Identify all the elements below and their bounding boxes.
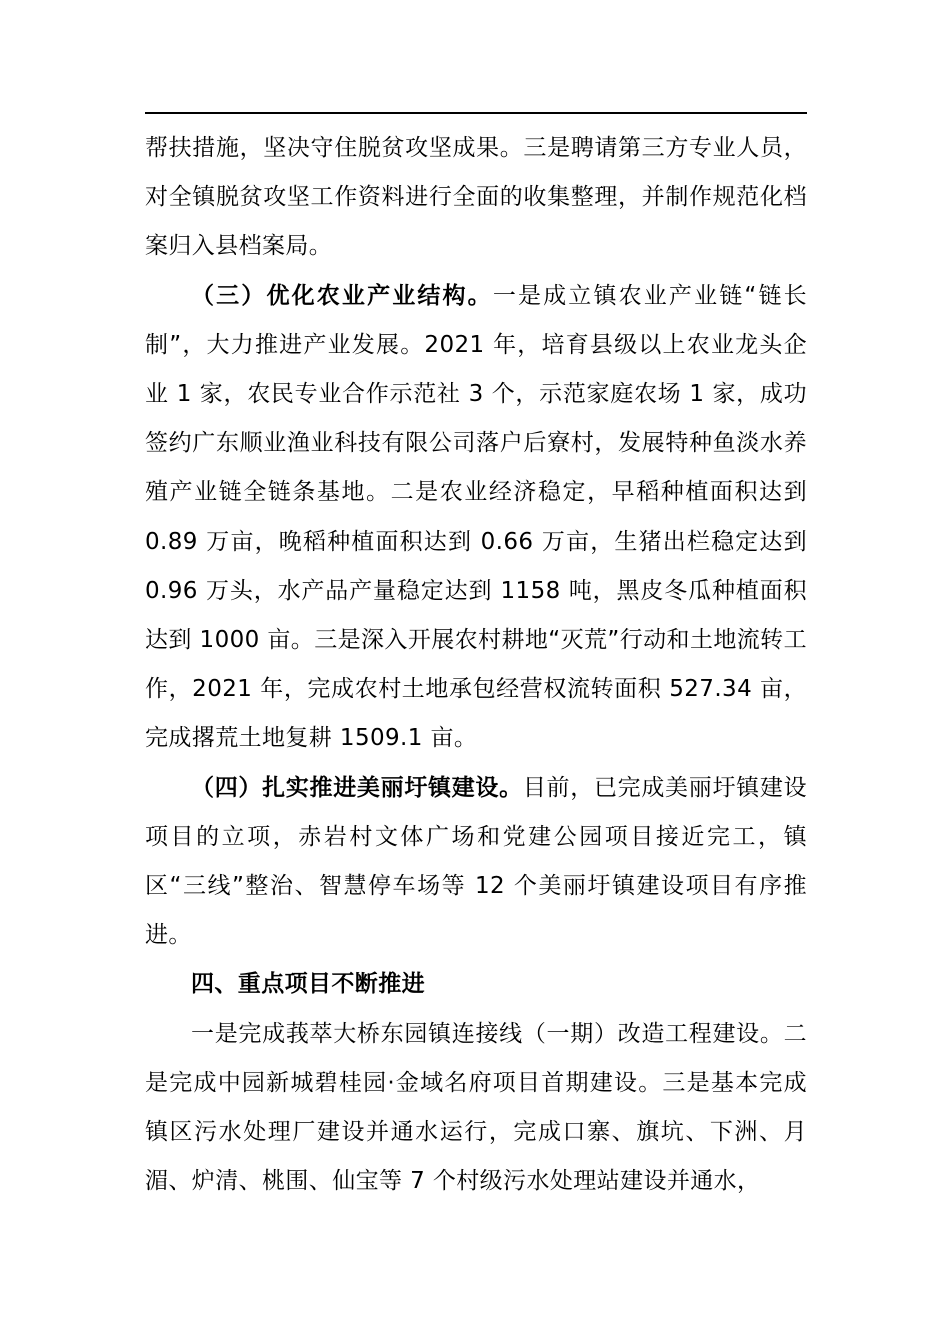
document-body (145, 124, 807, 1206)
paragraph-continuation: 帮扶措施，坚决守住脱贫攻坚成果。三是聘请第三方专业人员，对全镇脱贫攻坚工作资料进行全面的收集整理，并制作规范化档案归入县档案局。 (145, 135, 807, 260)
paragraph-agriculture (145, 272, 807, 764)
paragraph-body-town-construction: 目前，已完成美丽圩镇建设项目的立项，赤岩村文体广场和党建公园项目接近完工，镇区“三线”整治、智慧停车场等 12 个美丽圩镇建设项目有序推进。 (145, 774, 807, 949)
paragraph-body-agriculture: 一是成立镇农业产业链“链长制”，大力推进产业发展。2021 年，培育县级以上农业龙头企业 1 家，农民专业合作示范社 3 个，示范家庭农场 1 家，成功签约广东顺业渔业科技有限公司落户后寮村，发展特种鱼淡水养殖产业链全链条基地。二是农业经济稳定，早稻种植面积达到 0.89 万亩，晚稻种植面积达到 0.66 万亩，生猪出栏稳定达到 0.96 万头，水产品产量稳定达到 1158 吨，黑皮冬瓜种植面积达到 1000 亩。三是深入开展农村耕地“灭荒”行动和土地流转工作，2021 年，完成农村土地承包经营权流转面积 527.34 亩，完成撂荒土地复耕 1509.1 亩。 (145, 282, 807, 752)
section-heading: 四、重点项目不断推进 (191, 971, 425, 998)
paragraph-key-projects: 一是完成莪萃大桥东园镇连接线（一期）改造工程建设。二是完成中园新城碧桂园·金域名府项目首期建设。三是基本完成镇区污水处理厂建设并通水运行，完成口寨、旗坑、下洲、月湄、炉清、桃围、仙宝等 7 个村级污水处理站建设并通水， (145, 1020, 807, 1195)
document-page (145, 0, 807, 1344)
paragraph-lead-town-construction: （四）扎实推进美丽圩镇建设。 (191, 774, 523, 801)
paragraph-town-construction (145, 764, 807, 961)
header-rule (145, 112, 807, 114)
paragraph-lead-agriculture: （三）优化农业产业结构。 (191, 282, 493, 309)
